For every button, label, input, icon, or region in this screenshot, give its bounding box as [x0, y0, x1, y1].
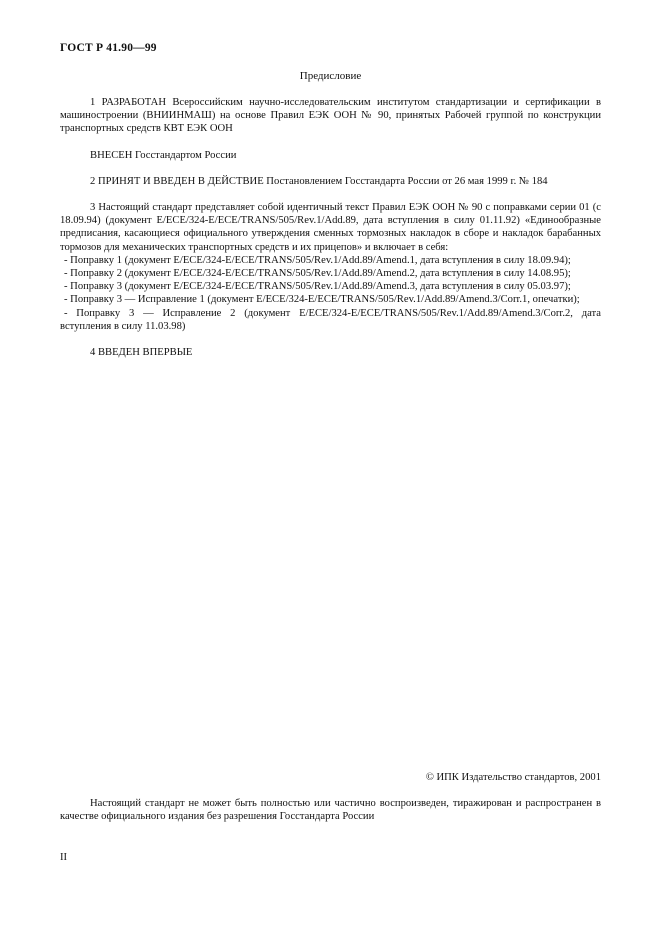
section-title: Предисловие	[299, 70, 362, 82]
amendment-item: - Поправку 2 (документ E/ECE/324-E/ECE/TRANS/505/Rev.1/Add.89/Amend.2, дата вступления в силу 14.08.95);	[64, 268, 571, 280]
standard-code: ГОСТ Р 41.90—99	[60, 42, 157, 54]
copyright-line: © ИПК Издательство стандартов, 2001	[425, 772, 601, 783]
paragraph-adopted: 2 ПРИНЯТ И ВВЕДЕН В ДЕЙСТВИЕ Постановлением Госстандарта России от 26 мая 1999 г. № 184	[90, 175, 548, 187]
paragraph-identical-text: 3 Настоящий стандарт представляет собой идентичный текст Правил ЕЭК ООН № 90 с поправками серии 01 (с 18.09.94) (документ E/ECE/324-E/ECE/TRANS/505/Rev.1/Add.89, дата вступления в силу 01.11.92) «Единообразные предписания, касающиеся официального утверждения сменных тормозных накладок в сборе и накладок барабанных тормозов для механических транспортных средств и их прицепов» и включает в себя:	[60, 202, 601, 253]
paragraph-first-introduced: 4 ВВЕДЕН ВПЕРВЫЕ	[90, 347, 193, 359]
amendment-item: - Поправку 3 — Исправление 1 (документ E/ECE/324-E/ECE/TRANS/505/Rev.1/Add.89/Amend.3/Corr.1, опечатки);	[64, 294, 580, 306]
foreword-body	[60, 96, 601, 359]
paragraph-introduced: ВНЕСЕН Госстандартом России	[90, 149, 237, 161]
paragraph-developed: 1 РАЗРАБОТАН Всероссийским научно-исследовательским институтом стандартизации и сертификации в машиностроении (ВНИИНМАШ) на основе Правил ЕЭК ООН № 90, принятых Рабочей группой по конструкции транспортных средств КВТ ЕЭК ООН	[60, 97, 601, 135]
reproduction-notice: Настоящий стандарт не может быть полностью или частично воспроизведен, тиражирован и распространен в качестве официального издания без разрешения Госстандарта России	[60, 798, 601, 823]
amendment-item: - Поправку 3 — Исправление 2 (документ E/ECE/324-E/ECE/TRANS/505/Rev.1/Add.89/Amend.3/Corr.2, дата вступления в силу 11.03.98)	[60, 307, 601, 332]
amendment-item: - Поправку 1 (документ E/ECE/324-E/ECE/TRANS/505/Rev.1/Add.89/Amend.1, дата вступления в силу 18.09.94);	[64, 254, 571, 266]
amendment-item: - Поправку 3 (документ E/ECE/324-E/ECE/TRANS/505/Rev.1/Add.89/Amend.3, дата вступления в силу 05.03.97);	[64, 281, 571, 293]
page-number: II	[60, 852, 68, 863]
